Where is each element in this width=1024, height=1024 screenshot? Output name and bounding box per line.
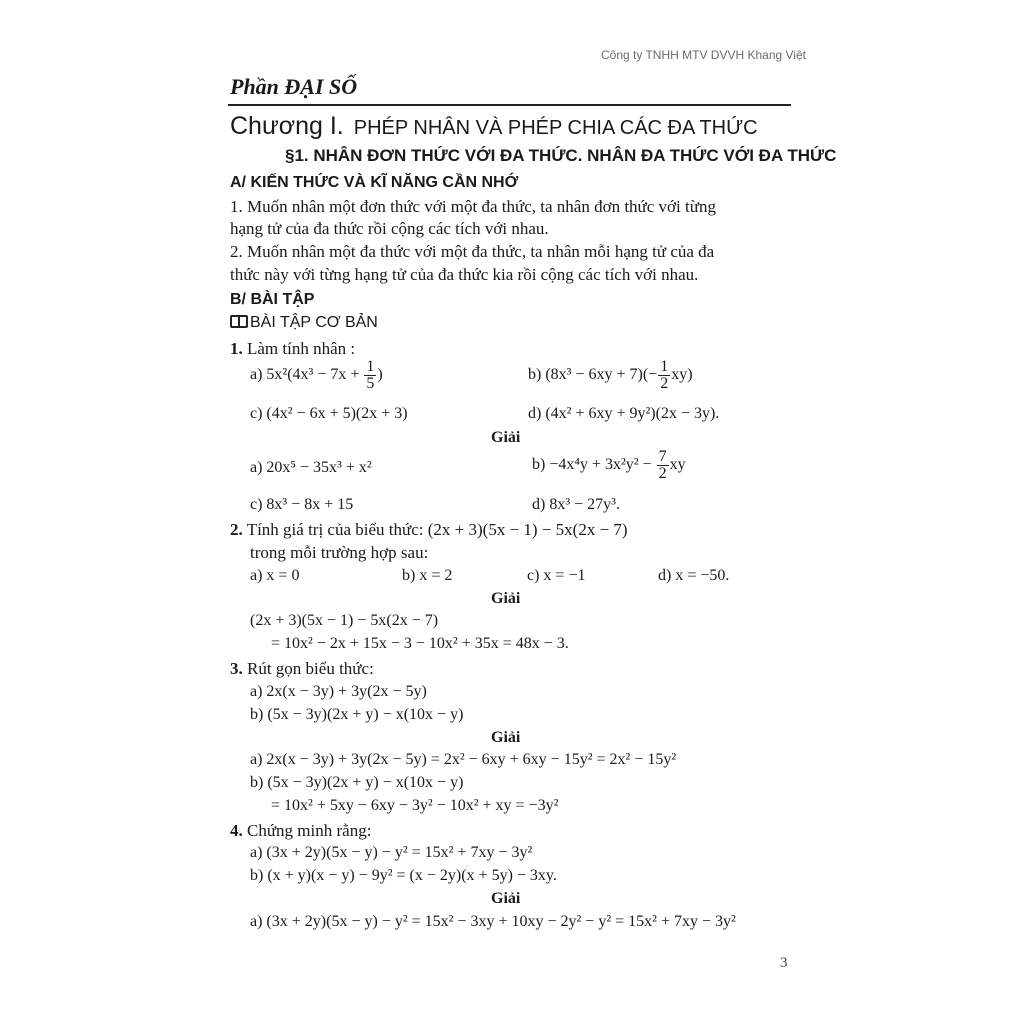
ex1-sol-c: c) 8x³ − 8x + 15 [250, 496, 354, 513]
solution-label: Giải [491, 729, 521, 746]
expr: a) 5x²(4x³ − 7x + [250, 366, 360, 384]
numerator: 1 [366, 358, 375, 375]
knowledge-line: 1. Muốn nhân một đơn thức với một đa thức, ta nhân đơn thức với từng [230, 197, 716, 216]
title-divider [228, 104, 791, 106]
ex4-part-a: a) (3x + 2y)(5x − y) − y² = 15x² + 7xy − 3y² [250, 844, 533, 861]
exercise-number: 3. [230, 659, 243, 678]
ex1-part-c: c) (4x² − 6x + 5)(2x + 3) [250, 405, 408, 422]
exercise-number: 1. [230, 339, 243, 358]
ex1-sol-a: a) 20x⁵ − 35x³ + x² [250, 459, 372, 476]
ex1-part-d: d) (4x² + 6xy + 9y²)(2x − 3y). [528, 405, 720, 422]
solution-label: Giải [491, 590, 521, 607]
knowledge-heading: A/ KIẾN THỨC VÀ KĨ NĂNG CẦN NHỚ [230, 174, 519, 191]
ex2-case-a: a) x = 0 [250, 567, 300, 584]
exercise-1 [230, 339, 355, 359]
exercise-3 [230, 659, 374, 679]
page-number: 3 [780, 955, 788, 971]
chapter-label: Chương I. [230, 112, 344, 140]
expr: b) (8x³ − 6xy + 7)(− [528, 366, 658, 384]
numerator: 7 [658, 448, 667, 465]
book-icon [230, 315, 248, 328]
exercise-number: 2. [230, 520, 243, 539]
ex1-sol-b [532, 449, 686, 482]
exercise-text: Chứng minh rằng: [247, 821, 372, 840]
expr: b) −4x⁴y + 3x²y² − [532, 456, 652, 474]
exercise-2 [230, 520, 628, 540]
chapter-title [230, 112, 758, 141]
ex3-sol-a: a) 2x(x − 3y) + 3y(2x − 5y) = 2x² − 6xy + 6xy − 15y² = 2x² − 15y² [250, 751, 677, 768]
ex2-text-2: trong mỗi trường hợp sau: [250, 543, 429, 562]
fraction [364, 359, 376, 392]
ex1-part-b [528, 359, 693, 392]
basic-heading-label: BÀI TẬP CƠ BẢN [250, 314, 378, 331]
ex1-sol-d: d) 8x³ − 27y³. [532, 496, 620, 513]
ex3-sol-b: b) (5x − 3y)(2x + y) − x(10x − y) [250, 774, 464, 791]
denominator: 5 [366, 375, 375, 392]
ex2-case-d: d) x = −50. [658, 567, 730, 584]
ex2-case-c: c) x = −1 [527, 567, 586, 584]
ex2-sol-2: = 10x² − 2x + 15x − 3 − 10x² + 35x = 48x − 3. [271, 635, 569, 652]
fraction [658, 359, 670, 392]
exercise-4 [230, 821, 371, 841]
ex1-part-a [250, 359, 383, 392]
exercises-heading: B/ BÀI TẬP [230, 291, 315, 308]
ex3-sol-b2: = 10x² + 5xy − 6xy − 3y² − 10x² + xy = −3y² [271, 797, 559, 814]
section-title: §1. NHÂN ĐƠN THỨC VỚI ĐA THỨC. NHÂN ĐA THỨC VỚI ĐA THỨC [285, 146, 837, 165]
ex2-case-b: b) x = 2 [402, 567, 453, 584]
ex4-sol-a: a) (3x + 2y)(5x − y) − y² = 15x² − 3xy + 10xy − 2y² − y² = 15x² + 7xy − 3y² [250, 913, 736, 930]
numerator: 1 [660, 358, 669, 375]
ex3-part-b: b) (5x − 3y)(2x + y) − x(10x − y) [250, 706, 464, 723]
expr-end: ) [377, 366, 383, 384]
solution-label: Giải [491, 890, 521, 907]
knowledge-line: hạng tử của đa thức rồi cộng các tích với nhau. [230, 219, 549, 238]
exercise-text: Tính giá trị của biểu thức: (2x + 3)(5x − 1) − 5x(2x − 7) [246, 520, 628, 539]
expr-end: xy) [671, 366, 693, 384]
expr-end: xy [669, 456, 686, 474]
exercise-number: 4. [230, 821, 243, 840]
page-header: Công ty TNHH MTV DVVH Khang Việt [601, 48, 806, 62]
exercise-text: Làm tính nhân : [247, 339, 356, 358]
denominator: 2 [658, 465, 667, 482]
ex3-part-a: a) 2x(x − 3y) + 3y(2x − 5y) [250, 683, 427, 700]
fraction [657, 449, 669, 482]
solution-label: Giải [491, 429, 521, 446]
knowledge-line: 2. Muốn nhân một đa thức với một đa thức, ta nhân mỗi hạng tử của đa [230, 242, 715, 261]
ex2-sol-1: (2x + 3)(5x − 1) − 5x(2x − 7) [250, 612, 439, 629]
exercise-text: Rút gọn biểu thức: [247, 659, 374, 678]
denominator: 2 [660, 375, 669, 392]
chapter-name: PHÉP NHÂN VÀ PHÉP CHIA CÁC ĐA THỨC [353, 117, 758, 139]
knowledge-line: thức này với từng hạng tử của đa thức kia rồi cộng các tích với nhau. [230, 265, 699, 284]
part-title: Phần ĐẠI SỐ [230, 74, 358, 99]
ex4-part-b: b) (x + y)(x − y) − 9y² = (x − 2y)(x + 5y) − 3xy. [250, 867, 557, 884]
basic-exercises-heading [230, 314, 378, 332]
